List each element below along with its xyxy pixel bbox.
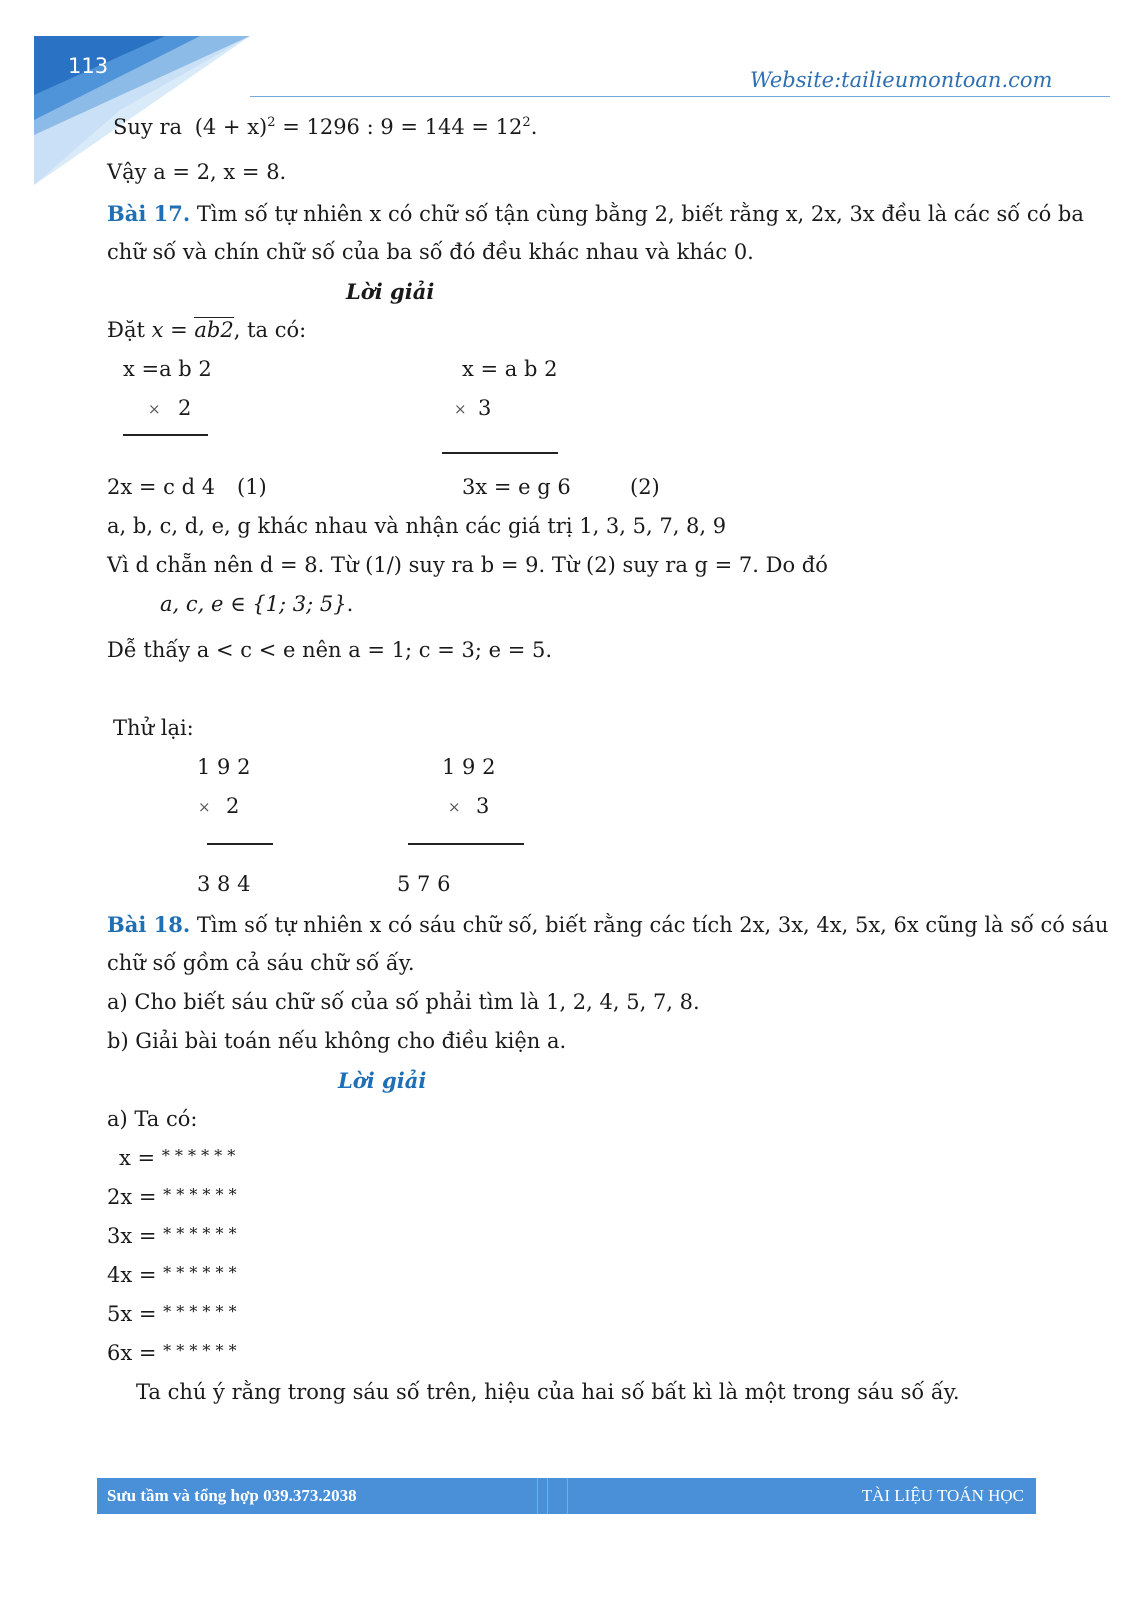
- check-left-top: 1 9 2: [197, 755, 251, 779]
- star-row-label: 3x =: [107, 1224, 157, 1248]
- mult-left-rule: [123, 434, 208, 436]
- check-right-times: ×: [448, 798, 461, 816]
- website-header: Website:tailieumontoan.com: [750, 68, 1053, 92]
- footer-divider: [537, 1478, 538, 1514]
- bai17-statement-line1: [107, 201, 1084, 227]
- suy-ra-exp: 2: [267, 115, 276, 130]
- check-left-result: 3 8 4: [197, 872, 251, 896]
- mult-right-times: ×: [454, 400, 467, 418]
- check-left-times: ×: [198, 798, 211, 816]
- check-title: Thử lại:: [113, 716, 194, 740]
- star-row-label: 5x =: [107, 1302, 157, 1326]
- bai18-solution-title: Lời giải: [338, 1068, 427, 1093]
- mult-right-rule: [442, 452, 558, 454]
- page-number: 113: [68, 54, 109, 78]
- star-row-2x: [107, 1185, 237, 1210]
- suy-ra-exp2: 2: [522, 115, 531, 130]
- star-row-label: 2x =: [107, 1185, 157, 1209]
- bai17-label: Bài 17.: [107, 201, 191, 226]
- star-row-stars: * * * * * *: [161, 1146, 236, 1165]
- suy-ra-prefix: Suy ra: [113, 115, 183, 139]
- line-abc: a, b, c, d, e, g khác nhau và nhận các giá trị 1, 3, 5, 7, 8, 9: [107, 514, 727, 538]
- star-row-3x: [107, 1224, 237, 1249]
- bai18-text-line1: Tìm số tự nhiên x có sáu chữ số, biết rằng các tích 2x, 3x, 4x, 5x, 6x cũng là số có sáu: [190, 913, 1109, 937]
- star-row-6x: [107, 1341, 237, 1366]
- star-row-stars: * * * * * *: [163, 1302, 237, 1321]
- check-left-rule: [207, 843, 273, 845]
- star-row-stars: * * * * * *: [163, 1341, 237, 1360]
- star-row-stars: * * * * * *: [163, 1263, 237, 1282]
- set-line: [160, 592, 353, 617]
- mult-right-factor: 3: [478, 396, 492, 420]
- bai17-solution-title: Lời giải: [346, 279, 435, 304]
- star-row-x: [119, 1146, 235, 1171]
- bai17-text-line1: Tìm số tự nhiên x có chữ số tận cùng bằng 2, biết rằng x, 2x, 3x đều là các số có ba: [190, 202, 1084, 226]
- footer-divider: [547, 1478, 548, 1514]
- bai18-part-a: a) Cho biết sáu chữ số của số phải tìm là 1, 2, 4, 5, 7, 8.: [107, 990, 700, 1014]
- footer-divider: [567, 1478, 568, 1514]
- header-rule: [250, 96, 1110, 97]
- bai18-note: Ta chú ý rằng trong sáu số trên, hiệu của hai số bất kì là một trong sáu số ấy.: [136, 1380, 960, 1404]
- star-row-4x: [107, 1263, 237, 1288]
- bai18-statement-line2: chữ số gồm cả sáu chữ số ấy.: [107, 951, 415, 975]
- bai18-ta-co: a) Ta có:: [107, 1107, 198, 1131]
- star-row-label: x =: [119, 1146, 156, 1170]
- check-right-rule: [408, 843, 524, 845]
- mult-left-factor: 2: [178, 396, 192, 420]
- bai17-statement-line2: chữ số và chín chữ số của ba số đó đều khác nhau và khác 0.: [107, 240, 754, 264]
- line-de: Dễ thấy a < c < e nên a = 1; c = 3; e = 5.: [107, 638, 553, 662]
- bai18-part-b: b) Giải bài toán nếu không cho điều kiện a.: [107, 1029, 567, 1053]
- star-row-stars: * * * * * *: [163, 1185, 237, 1204]
- check-right-result: 5 7 6: [397, 872, 451, 896]
- vay-line: Vậy a = 2, x = 8.: [107, 160, 287, 184]
- mult-left-top: x =a b 2: [123, 357, 212, 381]
- bai18-label: Bài 18.: [107, 912, 191, 937]
- set-end: .: [346, 592, 354, 616]
- dat-x: x =: [151, 318, 195, 342]
- set-formula: a, c, e ∈ {1; 3; 5}: [160, 592, 347, 616]
- footer-left-text: Sưu tầm và tổng hợp 039.373.2038: [107, 1486, 357, 1505]
- dat-suffix: , ta có:: [233, 318, 307, 342]
- star-row-5x: [107, 1302, 237, 1327]
- result-left: 2x = c d 4: [107, 475, 216, 499]
- check-right-top: 1 9 2: [442, 755, 496, 779]
- suy-ra-formula: (4 + x): [194, 115, 268, 139]
- suy-ra-end: .: [530, 115, 538, 139]
- check-left-factor: 2: [226, 794, 240, 818]
- star-row-label: 6x =: [107, 1341, 157, 1365]
- star-row-label: 4x =: [107, 1263, 157, 1287]
- mult-right-top: x = a b 2: [462, 357, 558, 381]
- result-left-tag: (1): [237, 475, 267, 499]
- mult-left-times: ×: [148, 400, 161, 418]
- result-right: 3x = e g 6: [462, 475, 571, 499]
- dat-line: [107, 318, 306, 343]
- suy-ra-line: [113, 115, 537, 140]
- bai18-statement-line1: [107, 912, 1108, 938]
- footer-right-text: TÀI LIỆU TOÁN HỌC: [861, 1486, 1024, 1505]
- footer-bar: [97, 1478, 1036, 1514]
- dat-prefix: Đặt: [107, 318, 152, 342]
- suy-ra-rest: = 1296 : 9 = 144 = 12: [275, 115, 523, 139]
- check-right-factor: 3: [476, 794, 490, 818]
- result-right-tag: (2): [630, 475, 660, 499]
- star-row-stars: * * * * * *: [163, 1224, 237, 1243]
- dat-ab2: ab2: [194, 318, 234, 342]
- line-vi: Vì d chẵn nên d = 8. Từ (1/) suy ra b = 9. Từ (2) suy ra g = 7. Do đó: [107, 553, 828, 577]
